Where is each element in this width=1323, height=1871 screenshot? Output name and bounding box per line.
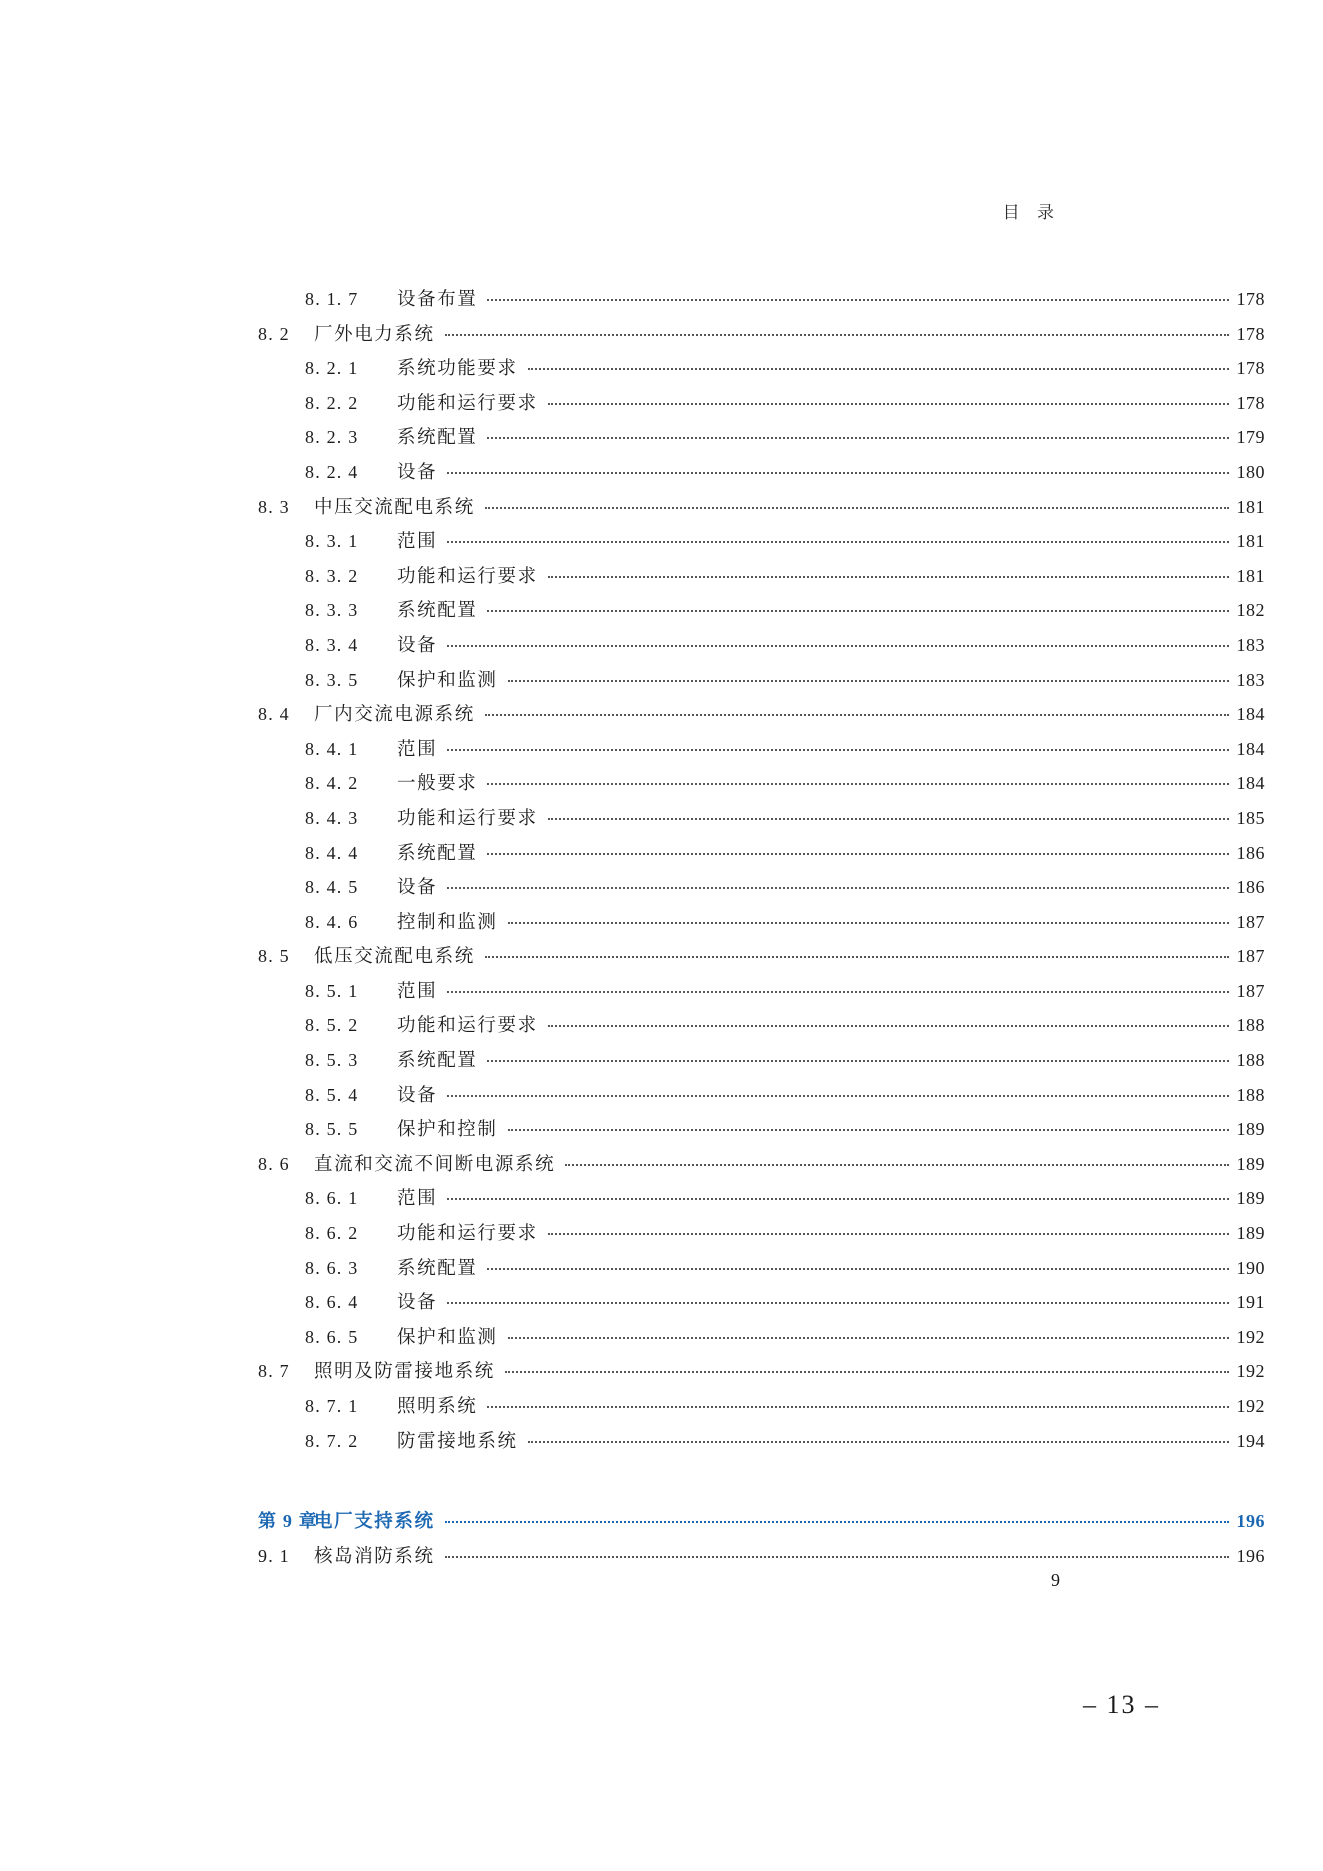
toc-entry-label: 功能和运行要求 [397,1015,538,1037]
toc-entry-label: 设备 [397,1292,438,1314]
toc-row[interactable] [0,769,1323,804]
page-header: 目 录 [1002,203,1060,223]
toc-entry-number: 8. 7 [258,1361,290,1382]
toc-leader-dots [487,610,1228,612]
toc-leader-dots [548,403,1229,405]
toc-entry-page-number: 192 [1236,1326,1265,1347]
toc-entry-label: 保护和监测 [397,669,498,691]
toc-leader-dots [487,299,1228,301]
toc-entry-page-number: 186 [1236,877,1265,898]
toc-entry-number: 9. 1 [258,1545,290,1566]
toc-entry-label: 低压交流配电系统 [314,946,475,968]
toc-entry-number: 8. 3 [258,496,290,517]
toc-row[interactable] [0,389,1323,424]
toc-row[interactable] [0,631,1323,666]
toc-entry-page-number: 181 [1236,565,1265,586]
toc-entry-page-number: 178 [1236,358,1265,379]
toc-entry-label: 电厂支持系统 [314,1511,435,1533]
toc-entry-label: 一般要求 [397,773,478,795]
toc-entry-number: 8. 1. 7 [305,289,359,309]
toc-entry-label: 直流和交流不间断电源系统 [314,1153,556,1175]
toc-row[interactable] [0,804,1323,839]
toc-entry-page-number: 187 [1236,911,1265,932]
toc-leader-dots [548,576,1229,578]
toc-leader-dots [508,922,1229,924]
toc-entry-page-number: 180 [1236,461,1265,482]
toc-row[interactable] [0,493,1323,528]
toc-leader-dots [447,991,1228,993]
toc-leader-dots [487,853,1228,855]
toc-entry-label: 功能和运行要求 [397,807,538,829]
toc-row[interactable] [0,942,1323,977]
toc-entry-page-number: 189 [1236,1188,1265,1209]
toc-entry-label: 范围 [397,1188,438,1210]
toc-row[interactable] [0,285,1323,320]
toc-entry-number: 8. 2. 2 [305,392,359,413]
toc-entry-number: 8. 4. 2 [305,773,359,794]
toc-entry-page-number: 184 [1236,773,1265,794]
toc-entry-number: 8. 4. 3 [305,807,359,828]
toc-entry-page-number: 189 [1236,1119,1265,1140]
toc-leader-dots [485,956,1229,958]
toc-row[interactable] [0,596,1323,631]
toc-row[interactable] [0,1011,1323,1046]
toc-entry-label: 中压交流配电系统 [314,496,475,518]
toc-leader-dots [487,1406,1228,1408]
toc-leader-dots [485,714,1229,716]
toc-leader-dots [445,334,1229,336]
toc-section-spacer [0,1461,1323,1507]
toc-entry-page-number: 187 [1236,980,1265,1001]
toc-entry-page-number: 189 [1236,1153,1265,1174]
toc-entry-number: 8. 3. 4 [305,634,359,655]
toc-entry-number: 8. 7. 2 [305,1430,359,1451]
toc-entry-label: 厂内交流电源系统 [314,704,475,726]
toc-leader-dots [447,1095,1228,1097]
toc-row[interactable] [0,1046,1323,1081]
toc-entry-page-number: 179 [1236,427,1265,448]
toc-entry-number: 8. 3. 5 [305,669,359,690]
toc-entry-number: 8. 6 [258,1153,290,1174]
toc-entry-label: 设备 [397,877,438,899]
toc-entry-page-number: 184 [1236,704,1265,725]
toc-row[interactable] [0,1357,1323,1392]
toc-entry-page-number: 191 [1236,1292,1265,1313]
table-of-contents [0,285,1323,1576]
toc-row[interactable] [0,1219,1323,1254]
toc-leader-dots [508,1337,1229,1339]
toc-row[interactable] [0,908,1323,943]
toc-entry-number: 8. 6. 2 [305,1223,359,1244]
toc-chapter-row[interactable] [0,1507,1323,1542]
toc-leader-dots [447,887,1228,889]
toc-entry-page-number: 183 [1236,634,1265,655]
toc-entry-number: 8. 5. 5 [305,1119,359,1140]
toc-entry-page-number: 183 [1236,669,1265,690]
toc-entry-label: 范围 [397,738,438,760]
toc-row[interactable] [0,527,1323,562]
toc-row[interactable] [0,839,1323,874]
toc-leader-dots [487,1060,1228,1062]
toc-entry-page-number: 188 [1236,1084,1265,1105]
toc-entry-page-number: 178 [1236,323,1265,344]
toc-row[interactable] [0,873,1323,908]
toc-entry-label: 控制和监测 [397,911,498,933]
toc-row[interactable] [0,1254,1323,1289]
toc-entry-label: 照明及防雷接地系统 [314,1361,495,1383]
toc-entry-number: 第 9 章 [258,1511,318,1532]
toc-leader-dots [548,1233,1229,1235]
toc-leader-dots [487,783,1228,785]
toc-entry-page-number: 194 [1236,1430,1265,1451]
toc-entry-number: 8. 3. 3 [305,600,359,621]
toc-entry-number: 8. 5. 2 [305,1015,359,1036]
toc-leader-dots [447,645,1228,647]
toc-entry-label: 功能和运行要求 [397,565,538,587]
toc-entry-number: 8. 2 [258,323,290,344]
toc-entry-page-number: 185 [1236,807,1265,828]
toc-entry-label: 系统配置 [397,600,478,622]
toc-entry-label: 厂外电力系统 [314,323,435,345]
toc-entry-page-number: 188 [1236,1015,1265,1036]
toc-row[interactable] [0,1323,1323,1358]
toc-entry-page-number: 184 [1236,738,1265,759]
toc-entry-number: 8. 4. 4 [305,842,359,863]
toc-entry-label: 范围 [397,531,438,553]
toc-entry-page-number: 187 [1236,946,1265,967]
toc-row[interactable] [0,320,1323,355]
toc-leader-dots [565,1164,1228,1166]
toc-entry-label: 系统配置 [397,842,478,864]
toc-entry-number: 8. 4 [258,704,290,725]
toc-row[interactable] [0,666,1323,701]
toc-leader-dots [487,1268,1228,1270]
toc-entry-label: 功能和运行要求 [397,1223,538,1245]
toc-entry-label: 功能和运行要求 [397,392,538,414]
toc-row[interactable] [0,1081,1323,1116]
toc-row[interactable] [0,458,1323,493]
toc-entry-number: 8. 5. 3 [305,1050,359,1071]
toc-entry-number: 8. 6. 4 [305,1292,359,1313]
toc-leader-dots [528,368,1229,370]
toc-row[interactable] [0,1392,1323,1427]
toc-entry-number: 8. 5 [258,946,290,967]
toc-row[interactable] [0,700,1323,735]
toc-entry-page-number: 181 [1236,531,1265,552]
toc-leader-dots [505,1371,1229,1373]
toc-entry-label: 设备布置 [397,289,478,310]
toc-row[interactable] [0,423,1323,458]
toc-entry-number: 8. 5. 1 [305,980,359,1001]
toc-entry-label: 系统配置 [397,1257,478,1279]
toc-row[interactable] [0,977,1323,1012]
toc-row[interactable] [0,1150,1323,1185]
toc-leader-dots [447,1302,1228,1304]
toc-leader-dots [447,749,1228,751]
toc-entry-label: 系统配置 [397,427,478,449]
toc-entry-page-number: 192 [1236,1396,1265,1416]
toc-row[interactable] [0,562,1323,597]
toc-row[interactable] [0,1115,1323,1150]
toc-entry-page-number: 178 [1236,392,1265,413]
toc-leader-dots [447,472,1228,474]
toc-entry-label: 设备 [397,1084,438,1106]
toc-leader-dots [508,680,1229,682]
toc-entry-number: 8. 4. 1 [305,738,359,759]
toc-leader-dots [485,507,1229,509]
toc-row[interactable] [0,1427,1323,1462]
toc-leader-dots [548,1025,1229,1027]
toc-entry-number: 8. 4. 5 [305,877,359,898]
toc-entry-number: 8. 2. 3 [305,427,359,448]
toc-entry-number: 8. 7. 1 [305,1396,359,1416]
toc-entry-number: 8. 3. 2 [305,565,359,586]
toc-row[interactable] [0,735,1323,770]
toc-leader-dots [445,1521,1229,1523]
toc-entry-page-number: 182 [1236,600,1265,621]
toc-row[interactable] [0,1288,1323,1323]
outer-folio-number: – 13 – [1083,1690,1160,1719]
toc-entry-number: 8. 3. 1 [305,531,359,552]
toc-entry-page-number: 189 [1236,1223,1265,1244]
toc-leader-dots [445,1556,1229,1558]
toc-entry-page-number: 196 [1236,1545,1265,1566]
toc-entry-page-number: 178 [1236,289,1265,309]
toc-entry-page-number: 196 [1236,1511,1265,1532]
toc-entry-label: 设备 [397,461,438,483]
toc-entry-number: 8. 4. 6 [305,911,359,932]
toc-entry-label: 系统配置 [397,1050,478,1072]
toc-entry-label: 保护和控制 [397,1119,498,1141]
toc-entry-label: 核岛消防系统 [314,1545,435,1567]
toc-leader-dots [447,1198,1228,1200]
toc-entry-page-number: 192 [1236,1361,1265,1382]
toc-row[interactable] [0,1184,1323,1219]
toc-entry-number: 8. 6. 3 [305,1257,359,1278]
toc-leader-dots [508,1129,1229,1131]
inner-folio-number: 9 [1051,1570,1060,1590]
toc-entry-page-number: 186 [1236,842,1265,863]
toc-entry-label: 设备 [397,634,438,656]
toc-leader-dots [487,437,1228,439]
toc-entry-label: 照明系统 [397,1396,478,1417]
toc-leader-dots [528,1441,1229,1443]
toc-row[interactable] [0,354,1323,389]
toc-entry-page-number: 188 [1236,1050,1265,1071]
toc-leader-dots [447,541,1228,543]
toc-entry-label: 系统功能要求 [397,358,518,380]
toc-entry-number: 8. 6. 1 [305,1188,359,1209]
toc-entry-page-number: 181 [1236,496,1265,517]
toc-entry-page-number: 190 [1236,1257,1265,1278]
toc-entry-number: 8. 6. 5 [305,1326,359,1347]
toc-entry-label: 防雷接地系统 [397,1430,518,1452]
toc-entry-number: 8. 2. 4 [305,461,359,482]
toc-entry-label: 保护和监测 [397,1326,498,1348]
toc-leader-dots [548,818,1229,820]
toc-entry-number: 8. 5. 4 [305,1084,359,1105]
toc-entry-label: 范围 [397,980,438,1002]
toc-entry-number: 8. 2. 1 [305,358,359,379]
